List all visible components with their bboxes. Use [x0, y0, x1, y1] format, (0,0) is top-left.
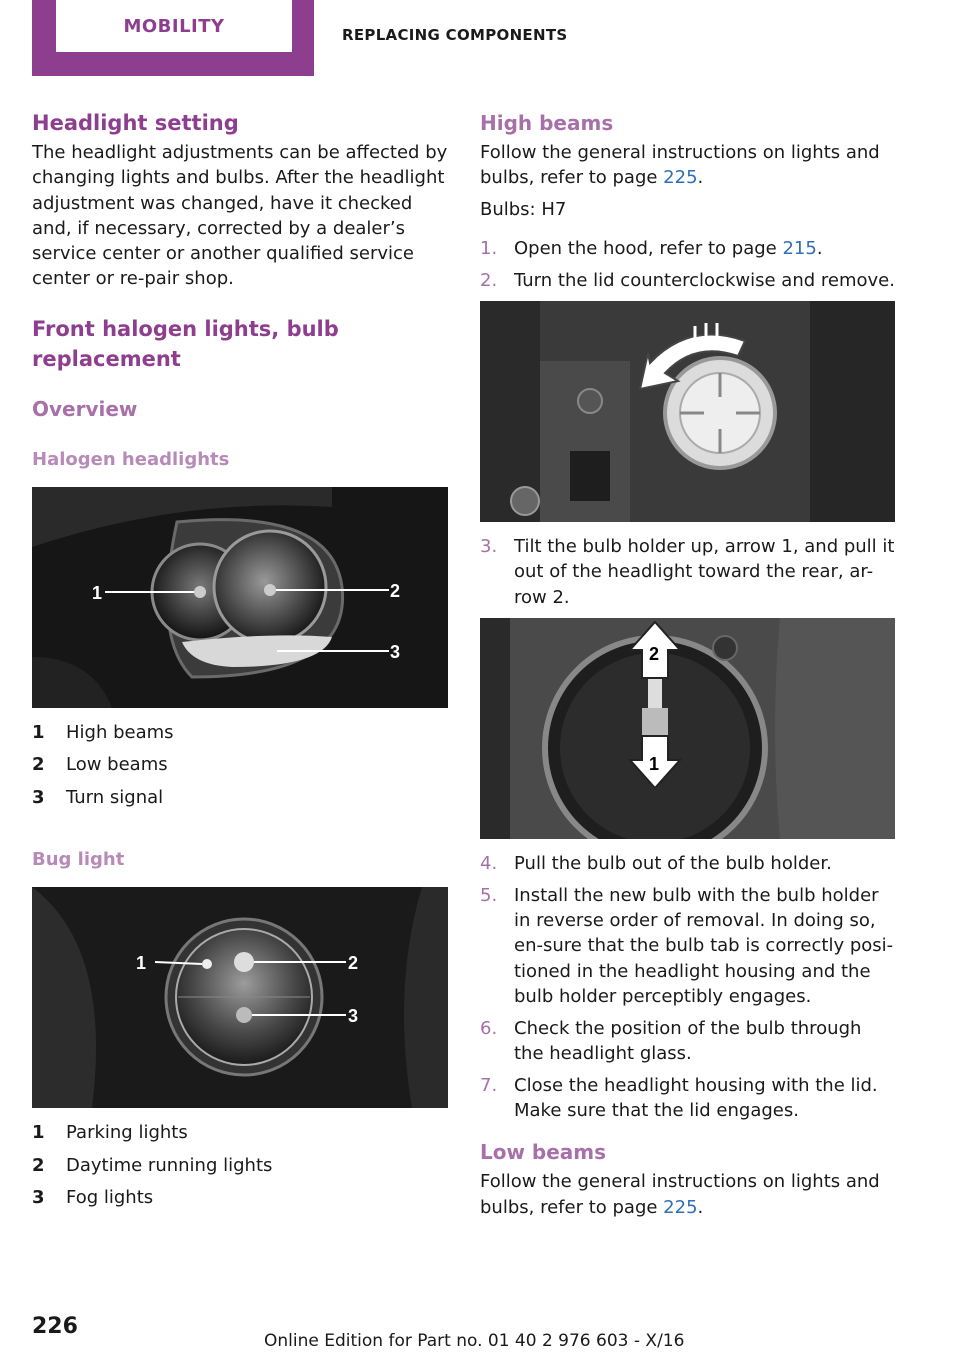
legend-item: 2 Low beams: [32, 754, 168, 776]
lid-removal-illustration: [480, 301, 895, 522]
chapter-tab[interactable]: [32, 0, 314, 76]
legend-item: 1 High beams: [32, 721, 174, 743]
high-beams-intro: Follow the general instructions on lights and bulbs, refer to page 225.: [480, 142, 880, 189]
legend-item: 3 Fog lights: [32, 1187, 154, 1209]
step-item: 2. Turn the lid counterclockwise and remove.: [480, 269, 895, 291]
front-halogen-heading: Front halogen lights, bulb replacement: [32, 316, 339, 371]
high-beams-heading: High beams: [480, 111, 614, 135]
step-item: 4. Pull the bulb out of the bulb holder.: [480, 852, 832, 874]
lid-removal-figure: [480, 301, 895, 522]
low-beams-intro: Follow the general instructions on lights and bulbs, refer to page 225.: [480, 1171, 880, 1218]
bulbs-spec: Bulbs: H7: [480, 198, 567, 220]
step-item: 5. Install the new bulb with the bulb holder in reverse order of removal. In doing so, en-sure that the bulb tab is correctly posi-tioned in the headlight housing and the bulb holder perceptibly engages.: [480, 884, 894, 1007]
halogen-headlight-figure: [32, 487, 448, 708]
bug-light-heading: Bug light: [32, 849, 125, 871]
bug-light-figure: [32, 887, 448, 1108]
legend-item: 3 Turn signal: [32, 786, 164, 808]
halogen-legend: [32, 717, 448, 815]
bulb-holder-illustration: [480, 618, 895, 839]
callout-2: 2: [649, 643, 660, 664]
headlight-setting-body: The headlight adjustments can be affected by changing lights and bulbs. After the headlight adjustment was changed, have it checked and, if necessary, corrected by a dealer’s service center or another qualified service center or re-pair shop.: [32, 142, 448, 290]
headlight-setting-heading: Headlight setting: [32, 111, 239, 135]
callout-3: 3: [348, 1006, 359, 1027]
high-beams-step3: [480, 534, 896, 610]
low-beams-heading: Low beams: [480, 1140, 607, 1165]
callout-2: 2: [390, 580, 401, 601]
halogen-headlight-illustration: [32, 487, 448, 708]
page-number: 226: [32, 1314, 78, 1339]
page-link-215[interactable]: 215: [782, 237, 817, 259]
callout-1: 1: [649, 753, 660, 774]
legend-item: 1 Parking lights: [32, 1122, 188, 1144]
chapter-label: MOBILITY: [56, 0, 292, 52]
section-title: REPLACING COMPONENTS: [342, 26, 568, 44]
halogen-headlights-heading: Halogen headlights: [32, 448, 230, 470]
right-column: [480, 108, 896, 1220]
callout-2: 2: [348, 953, 359, 974]
step-item: 1. Open the hood, refer to page 215.: [480, 237, 823, 259]
overview-heading: Overview: [32, 396, 138, 421]
high-beams-steps: [480, 236, 896, 293]
high-beams-steps-continued: [480, 851, 896, 1123]
callout-1: 1: [92, 582, 103, 603]
callout-1: 1: [136, 953, 147, 974]
legend-item: 2 Daytime running lights: [32, 1154, 273, 1176]
left-column: [32, 108, 448, 1215]
edition-note: Online Edition for Part no. 01 40 2 976 603 - X/16: [264, 1331, 685, 1351]
step-item: 3. Tilt the bulb holder up, arrow 1, and pull it out of the headlight toward the rear, ar-row 2.: [480, 535, 895, 608]
bulb-holder-figure: [480, 618, 895, 839]
bug-light-illustration: [32, 887, 448, 1108]
bug-light-legend: [32, 1117, 448, 1215]
page-link-225[interactable]: 225: [663, 1196, 698, 1218]
step-item: 7. Close the headlight housing with the lid. Make sure that the lid engages.: [480, 1074, 878, 1122]
page-link-225[interactable]: 225: [663, 167, 698, 189]
step-item: 6. Check the position of the bulb through the headlight glass.: [480, 1017, 862, 1064]
callout-3: 3: [390, 641, 401, 662]
